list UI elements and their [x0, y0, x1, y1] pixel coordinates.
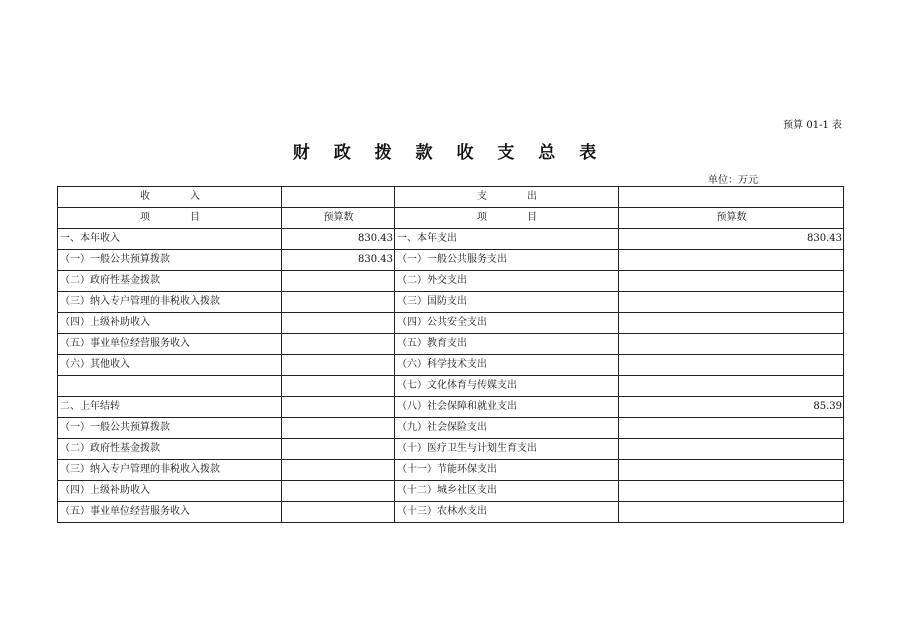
income-item-cell [58, 376, 282, 397]
page-title: 财 政 拨 款 收 支 总 表 [292, 143, 606, 163]
expense-amount-cell [619, 292, 844, 313]
income-amount-cell [282, 481, 395, 502]
expense-amount-cell [619, 334, 844, 355]
table-row [58, 460, 844, 481]
income-amount-cell [282, 460, 395, 481]
table-row [58, 292, 844, 313]
income-item-cell: （五）事业单位经营服务收入 [58, 502, 282, 523]
expense-header: 支 出 [395, 187, 619, 208]
income-item-cell: （五）事业单位经营服务收入 [58, 334, 282, 355]
expense-item-cell: （五）教育支出 [395, 334, 619, 355]
income-budget-header: 预算数 [282, 208, 395, 229]
expense-budget-header: 预算数 [619, 208, 844, 229]
expense-item-header: 项 目 [395, 208, 619, 229]
expense-item-cell: （十）医疗卫生与计划生育支出 [395, 439, 619, 460]
expense-amount-cell [619, 271, 844, 292]
expense-item-cell: （十一）节能环保支出 [395, 460, 619, 481]
income-item-cell: 二、上年结转 [58, 397, 282, 418]
table-row [58, 376, 844, 397]
income-header-blank [282, 187, 395, 208]
income-amount-cell [282, 292, 395, 313]
expense-amount-cell [619, 418, 844, 439]
table-row [58, 397, 844, 418]
expense-item-cell: （三）国防支出 [395, 292, 619, 313]
expense-amount-cell [619, 481, 844, 502]
expense-item-cell: （一）一般公共服务支出 [395, 250, 619, 271]
income-amount-cell: 830.43 [282, 229, 395, 250]
income-amount-cell [282, 376, 395, 397]
table-row [58, 355, 844, 376]
table-header-row [58, 187, 844, 208]
expense-item-cell: （八）社会保障和就业支出 [395, 397, 619, 418]
income-amount-cell [282, 502, 395, 523]
table-row [58, 334, 844, 355]
expense-item-cell: （七）文化体育与传媒支出 [395, 376, 619, 397]
income-amount-cell [282, 418, 395, 439]
expense-amount-cell [619, 460, 844, 481]
expense-amount-cell [619, 313, 844, 334]
table-row [58, 229, 844, 250]
income-amount-cell [282, 439, 395, 460]
income-amount-cell: 830.43 [282, 250, 395, 271]
income-item-cell: （一）一般公共预算拨款 [58, 250, 282, 271]
expense-amount-cell [619, 376, 844, 397]
income-item-cell: 一、本年收入 [58, 229, 282, 250]
income-item-cell: （一）一般公共预算拨款 [58, 418, 282, 439]
table-row [58, 481, 844, 502]
expense-amount-cell: 830.43 [619, 229, 844, 250]
table-row [58, 418, 844, 439]
expense-item-cell: （二）外交支出 [395, 271, 619, 292]
table-row [58, 271, 844, 292]
expense-item-cell: （四）公共安全支出 [395, 313, 619, 334]
expense-item-cell: （十二）城乡社区支出 [395, 481, 619, 502]
income-amount-cell [282, 397, 395, 418]
expense-amount-cell [619, 355, 844, 376]
form-code: 预算 01-1 表 [783, 120, 842, 131]
expense-amount-cell [619, 250, 844, 271]
expense-amount-cell [619, 502, 844, 523]
table-row [58, 250, 844, 271]
expense-amount-cell: 85.39 [619, 397, 844, 418]
expense-item-cell: （十三）农林水支出 [395, 502, 619, 523]
income-item-cell: （四）上级补助收入 [58, 481, 282, 502]
income-item-cell: （三）纳入专户管理的非税收入拨款 [58, 292, 282, 313]
expense-item-cell: 一、本年支出 [395, 229, 619, 250]
expense-item-cell: （六）科学技术支出 [395, 355, 619, 376]
income-amount-cell [282, 334, 395, 355]
income-item-cell: （二）政府性基金拨款 [58, 271, 282, 292]
table-row [58, 439, 844, 460]
income-amount-cell [282, 313, 395, 334]
income-amount-cell [282, 355, 395, 376]
table-row [58, 313, 844, 334]
unit-label: 单位：万元 [708, 175, 758, 186]
expense-item-cell: （九）社会保险支出 [395, 418, 619, 439]
table-row [58, 502, 844, 523]
income-item-cell: （二）政府性基金拨款 [58, 439, 282, 460]
expense-header-blank [619, 187, 844, 208]
expense-amount-cell [619, 439, 844, 460]
income-item-header: 项 目 [58, 208, 282, 229]
income-item-cell: （六）其他收入 [58, 355, 282, 376]
fiscal-summary-table [57, 186, 844, 523]
income-item-cell: （三）纳入专户管理的非税收入拨款 [58, 460, 282, 481]
income-amount-cell [282, 271, 395, 292]
table-subheader-row [58, 208, 844, 229]
income-item-cell: （四）上级补助收入 [58, 313, 282, 334]
income-header: 收 入 [58, 187, 282, 208]
